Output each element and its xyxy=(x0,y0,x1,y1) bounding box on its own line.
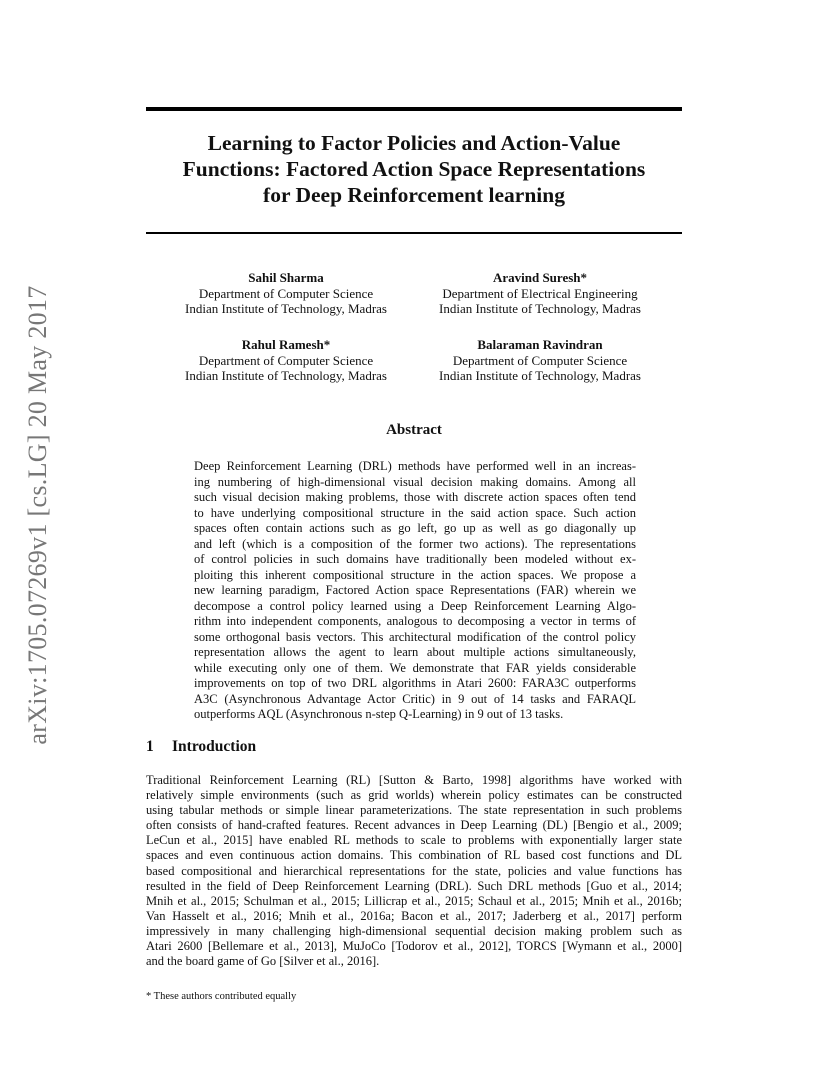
body-line: often consists of hand-crafted features. Recent advances in Deep Learning (DL) [Bengio et al., 2009; xyxy=(146,818,682,833)
title-line: Learning to Factor Policies and Action-Value xyxy=(207,131,621,155)
author-department: Department of Computer Science xyxy=(452,352,628,368)
author-block xyxy=(410,337,670,384)
abstract-line: new learning paradigm, Factored Action space Representations (FAR) wherein we xyxy=(194,583,636,597)
abstract-line: rithm into independent components, analogous to decomposing a vector in terms of xyxy=(194,614,636,628)
author-institution: Indian Institute of Technology, Madras xyxy=(439,368,641,383)
body-line: Van Hasselt et al., 2016; Mnih et al., 2016a; Bacon et al., 2017; Jaderberg et al., 2017] perform xyxy=(146,908,682,923)
body-line: Mnih et al., 2015; Schulman et al., 2015; Lillicrap et al., 2015; Schaul et al., 2015; Mnih et al., 2016b; xyxy=(146,893,682,908)
author-block xyxy=(156,337,416,384)
body-line: relatively simple environments (such as grid worlds) wherein policy estimates can be constructed xyxy=(146,788,682,803)
author-block xyxy=(410,270,670,317)
abstract-line: representation allows the agent to learn about multiple actions simultaneously, xyxy=(194,645,636,659)
paper-title xyxy=(146,130,682,208)
author-name: Sahil Sharma xyxy=(248,270,324,285)
body-line: Atari 2600 [Bellemare et al., 2013], MuJoCo [Todorov et al., 2012], TORCS [Wymann et al., 2000] xyxy=(146,939,682,954)
body-line: LeCun et al., 2015] have enabled RL methods to scale to problems with exponentially larger state xyxy=(146,833,682,848)
abstract-line: Deep Reinforcement Learning (DRL) methods have performed well in an increas- xyxy=(194,459,636,473)
footnote: * These authors contributed equally xyxy=(146,991,297,1002)
author-institution: Indian Institute of Technology, Madras xyxy=(185,368,387,383)
abstract-line: outperforms AQL (Asynchronous n-step Q-Learning) in 9 out of 13 tasks. xyxy=(194,707,564,721)
title-line: for Deep Reinforcement learning xyxy=(263,183,565,207)
author-department: Department of Computer Science xyxy=(198,352,374,368)
abstract-line: while executing only one of them. We demonstrate that FAR yields considerable xyxy=(194,660,636,675)
abstract-line: and left (which is a composition of the former two actions). The representations xyxy=(194,536,636,551)
title-top-rule xyxy=(146,107,682,111)
abstract-line: improvements on top of two DRL algorithms in Atari 2600: FARA3C outperforms xyxy=(194,676,636,690)
introduction-body xyxy=(146,773,682,969)
body-line: and the board game of Go [Silver et al., 2016]. xyxy=(146,954,380,969)
body-line: impressively in many challenging high-dimensional sequential decision making problem such as xyxy=(146,923,682,938)
body-line: resulted in the field of Deep Reinforcement Learning (DRL). Such DRL methods [Guo et al., 2014; xyxy=(146,878,682,893)
section-title: Introduction xyxy=(172,738,257,755)
author-name: Aravind Suresh* xyxy=(492,270,588,285)
abstract-line: ing numbering of high-dimensional visual decision making domains. Among all xyxy=(194,474,636,489)
body-line: Traditional Reinforcement Learning (RL) [Sutton & Barto, 1998] algorithms have worked with xyxy=(146,773,682,787)
title-bottom-rule xyxy=(146,232,682,234)
abstract-heading: Abstract xyxy=(386,422,442,438)
abstract-line: some orthogonal basis vectors. This architectural modification of the control policy xyxy=(194,629,636,644)
abstract-line: of control policies in such domains have traditionally been modeled without ex- xyxy=(194,552,636,566)
author-department: Department of Electrical Engineering xyxy=(442,285,638,301)
abstract-line: spaces often contain actions such as go left, go up as well as go diagonally up xyxy=(194,521,636,535)
abstract-body xyxy=(194,459,636,723)
abstract-line: ploiting this inherent compositional structure in the action spaces. We propose a xyxy=(194,567,636,582)
author-block xyxy=(156,270,416,317)
title-line: Functions: Factored Action Space Representations xyxy=(182,157,646,181)
author-institution: Indian Institute of Technology, Madras xyxy=(439,301,641,316)
body-line: based compositional and hierarchical representations for the state, policies and value functions has xyxy=(146,863,682,878)
author-institution: Indian Institute of Technology, Madras xyxy=(185,301,387,316)
abstract-line: such visual decision making problems, those with discrete action spaces often tend xyxy=(194,490,636,504)
author-name: Balaraman Ravindran xyxy=(477,337,603,352)
section-heading-introduction xyxy=(146,738,256,756)
author-name: Rahul Ramesh* xyxy=(241,337,331,352)
section-number: 1 xyxy=(146,738,154,755)
body-line: using tabular methods or simple linear parameterizations. The state representation in such problems xyxy=(146,803,682,818)
abstract-line: to have underlying compositional structure in the said action space. Such action xyxy=(194,505,636,520)
arxiv-identifier-stamp xyxy=(18,270,58,760)
body-line: spaces and even continuous action domains. This combination of RL based cost functions and DL xyxy=(146,848,682,863)
abstract-line: decompose a control policy learned using a Deep Reinforcement Learning Algo- xyxy=(194,598,636,613)
abstract-line: A3C (Asynchronous Advantage Actor Critic) in 9 out of 14 tasks and FARAQL xyxy=(194,691,636,706)
arxiv-stamp-text: arXiv:1705.07269v1 [cs.LG] 20 May 2017 xyxy=(23,285,52,745)
author-department: Department of Computer Science xyxy=(198,285,374,301)
